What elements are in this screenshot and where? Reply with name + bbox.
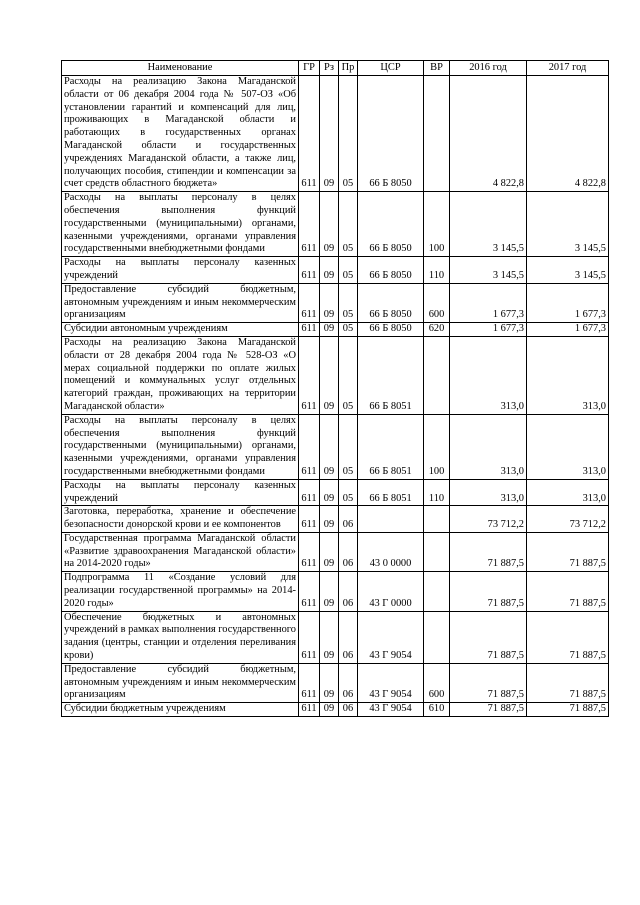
row-pr: 05 <box>339 192 358 257</box>
header-vr: ВР <box>424 61 450 76</box>
row-2016: 71 887,5 <box>450 611 527 663</box>
row-2016: 1 677,3 <box>450 283 527 322</box>
row-pr: 05 <box>339 414 358 479</box>
table-row <box>62 76 609 192</box>
row-csr: 66 Б 8050 <box>358 283 424 322</box>
row-vr: 600 <box>424 283 450 322</box>
row-gr: 611 <box>299 414 320 479</box>
table-row <box>62 532 609 571</box>
row-csr: 43 0 0000 <box>358 532 424 571</box>
row-gr: 611 <box>299 506 320 533</box>
header-gr: ГР <box>299 61 320 76</box>
table-row <box>62 336 609 414</box>
header-csr: ЦСР <box>358 61 424 76</box>
row-csr: 66 Б 8050 <box>358 76 424 192</box>
row-2017: 71 887,5 <box>527 532 609 571</box>
row-gr: 611 <box>299 532 320 571</box>
row-gr: 611 <box>299 572 320 611</box>
row-2016: 313,0 <box>450 414 527 479</box>
header-rz: Рз <box>320 61 339 76</box>
table-row <box>62 611 609 663</box>
row-rz: 09 <box>320 76 339 192</box>
row-2016: 3 145,5 <box>450 192 527 257</box>
row-vr: 610 <box>424 703 450 717</box>
row-vr <box>424 532 450 571</box>
row-2017: 313,0 <box>527 336 609 414</box>
row-pr: 05 <box>339 283 358 322</box>
row-csr: 66 Б 8050 <box>358 192 424 257</box>
table-row <box>62 506 609 533</box>
row-rz: 09 <box>320 663 339 702</box>
row-vr: 600 <box>424 663 450 702</box>
row-name: Государственная программа Магаданской области «Развитие здравоохранения Магаданской области» на 2014-2020 годы» <box>62 532 299 571</box>
row-pr: 06 <box>339 663 358 702</box>
row-name: Расходы на выплаты персоналу в целях обеспечения выполнения функций государственными (муниципальными) органами, казенными учреждениями, органами управления государственными внебюджетными фондами <box>62 414 299 479</box>
row-csr: 66 Б 8051 <box>358 336 424 414</box>
table-row <box>62 257 609 284</box>
header-name: Наименование <box>62 61 299 76</box>
row-gr: 611 <box>299 479 320 506</box>
row-2016: 313,0 <box>450 479 527 506</box>
header-2016: 2016 год <box>450 61 527 76</box>
row-csr: 66 Б 8051 <box>358 414 424 479</box>
row-vr <box>424 506 450 533</box>
row-rz: 09 <box>320 192 339 257</box>
row-name: Предоставление субсидий бюджетным, автономным учреждениям и иным некоммерческим организациям <box>62 663 299 702</box>
row-name: Подпрограмма 11 «Создание условий для реализации государственной программы» на 2014-2020 годы» <box>62 572 299 611</box>
row-vr: 620 <box>424 323 450 337</box>
row-vr <box>424 572 450 611</box>
row-rz: 09 <box>320 532 339 571</box>
row-rz: 09 <box>320 611 339 663</box>
row-pr: 06 <box>339 532 358 571</box>
row-name: Расходы на выплаты персоналу казенных учреждений <box>62 479 299 506</box>
row-2017: 71 887,5 <box>527 703 609 717</box>
row-gr: 611 <box>299 192 320 257</box>
row-rz: 09 <box>320 336 339 414</box>
row-2017: 71 887,5 <box>527 663 609 702</box>
row-name: Субсидии бюджетным учреждениям <box>62 703 299 717</box>
table-row <box>62 663 609 702</box>
row-name: Расходы на реализацию Закона Магаданской области от 28 декабря 2004 года № 528-ОЗ «О мерах социальной поддержки по оплате жилых помещений и коммунальных услуг отдельных категорий граждан, проживающих на территории Магаданской области» <box>62 336 299 414</box>
row-2016: 1 677,3 <box>450 323 527 337</box>
row-gr: 611 <box>299 323 320 337</box>
row-2017: 313,0 <box>527 479 609 506</box>
table-row <box>62 283 609 322</box>
row-csr: 43 Г 9054 <box>358 703 424 717</box>
header-2017: 2017 год <box>527 61 609 76</box>
table-row <box>62 703 609 717</box>
row-vr <box>424 76 450 192</box>
row-csr: 66 Б 8050 <box>358 257 424 284</box>
row-2017: 3 145,5 <box>527 257 609 284</box>
row-vr: 100 <box>424 414 450 479</box>
row-2016: 71 887,5 <box>450 572 527 611</box>
row-gr: 611 <box>299 257 320 284</box>
row-gr: 611 <box>299 703 320 717</box>
row-rz: 09 <box>320 506 339 533</box>
row-pr: 06 <box>339 506 358 533</box>
row-csr: 43 Г 0000 <box>358 572 424 611</box>
row-rz: 09 <box>320 703 339 717</box>
row-rz: 09 <box>320 414 339 479</box>
row-csr: 43 Г 9054 <box>358 663 424 702</box>
table-row <box>62 323 609 337</box>
row-pr: 06 <box>339 611 358 663</box>
row-2016: 71 887,5 <box>450 703 527 717</box>
row-name: Расходы на реализацию Закона Магаданской области от 06 декабря 2004 года № 507-ОЗ «Об установлении гарантий и компенсаций для лиц, проживающих в Магаданской области и работающих в государственных органах Магаданской области и государственных учреждениях Магаданской области, а также лиц, получающих пособия, стипендии и компенсации за счет средств областного бюджета» <box>62 76 299 192</box>
row-csr: 66 Б 8051 <box>358 479 424 506</box>
row-vr: 110 <box>424 479 450 506</box>
row-2017: 3 145,5 <box>527 192 609 257</box>
row-csr: 66 Б 8050 <box>358 323 424 337</box>
row-rz: 09 <box>320 283 339 322</box>
table-row <box>62 572 609 611</box>
row-gr: 611 <box>299 283 320 322</box>
row-pr: 06 <box>339 703 358 717</box>
row-2017: 73 712,2 <box>527 506 609 533</box>
row-pr: 05 <box>339 323 358 337</box>
row-rz: 09 <box>320 479 339 506</box>
row-pr: 05 <box>339 257 358 284</box>
row-2016: 71 887,5 <box>450 663 527 702</box>
row-2017: 313,0 <box>527 414 609 479</box>
row-gr: 611 <box>299 663 320 702</box>
row-vr <box>424 611 450 663</box>
row-gr: 611 <box>299 611 320 663</box>
row-name: Расходы на выплаты персоналу казенных учреждений <box>62 257 299 284</box>
row-rz: 09 <box>320 257 339 284</box>
row-gr: 611 <box>299 76 320 192</box>
row-name: Предоставление субсидий бюджетным, автономным учреждениям и иным некоммерческим организациям <box>62 283 299 322</box>
row-csr: 43 Г 9054 <box>358 611 424 663</box>
row-name: Обеспечение бюджетных и автономных учреждений в рамках выполнения государственного задания (центры, станции и отделения переливания крови) <box>62 611 299 663</box>
row-2017: 4 822,8 <box>527 76 609 192</box>
row-2016: 3 145,5 <box>450 257 527 284</box>
row-pr: 05 <box>339 76 358 192</box>
row-2016: 313,0 <box>450 336 527 414</box>
table-row <box>62 414 609 479</box>
header-pr: Пр <box>339 61 358 76</box>
row-pr: 05 <box>339 336 358 414</box>
row-2016: 4 822,8 <box>450 76 527 192</box>
row-rz: 09 <box>320 572 339 611</box>
header-row <box>62 61 609 76</box>
row-2017: 71 887,5 <box>527 611 609 663</box>
budget-table <box>61 60 609 717</box>
table-row <box>62 479 609 506</box>
row-gr: 611 <box>299 336 320 414</box>
table-row <box>62 192 609 257</box>
row-rz: 09 <box>320 323 339 337</box>
row-2016: 71 887,5 <box>450 532 527 571</box>
row-name: Субсидии автономным учреждениям <box>62 323 299 337</box>
row-2017: 1 677,3 <box>527 323 609 337</box>
row-2016: 73 712,2 <box>450 506 527 533</box>
row-2017: 1 677,3 <box>527 283 609 322</box>
row-vr: 100 <box>424 192 450 257</box>
row-vr: 110 <box>424 257 450 284</box>
row-name: Заготовка, переработка, хранение и обеспечение безопасности донорской крови и ее компонентов <box>62 506 299 533</box>
row-2017: 71 887,5 <box>527 572 609 611</box>
row-pr: 05 <box>339 479 358 506</box>
row-csr <box>358 506 424 533</box>
row-name: Расходы на выплаты персоналу в целях обеспечения выполнения функций государственными (муниципальными) органами, казенными учреждениями, органами управления государственными внебюджетными фондами <box>62 192 299 257</box>
row-vr <box>424 336 450 414</box>
row-pr: 06 <box>339 572 358 611</box>
